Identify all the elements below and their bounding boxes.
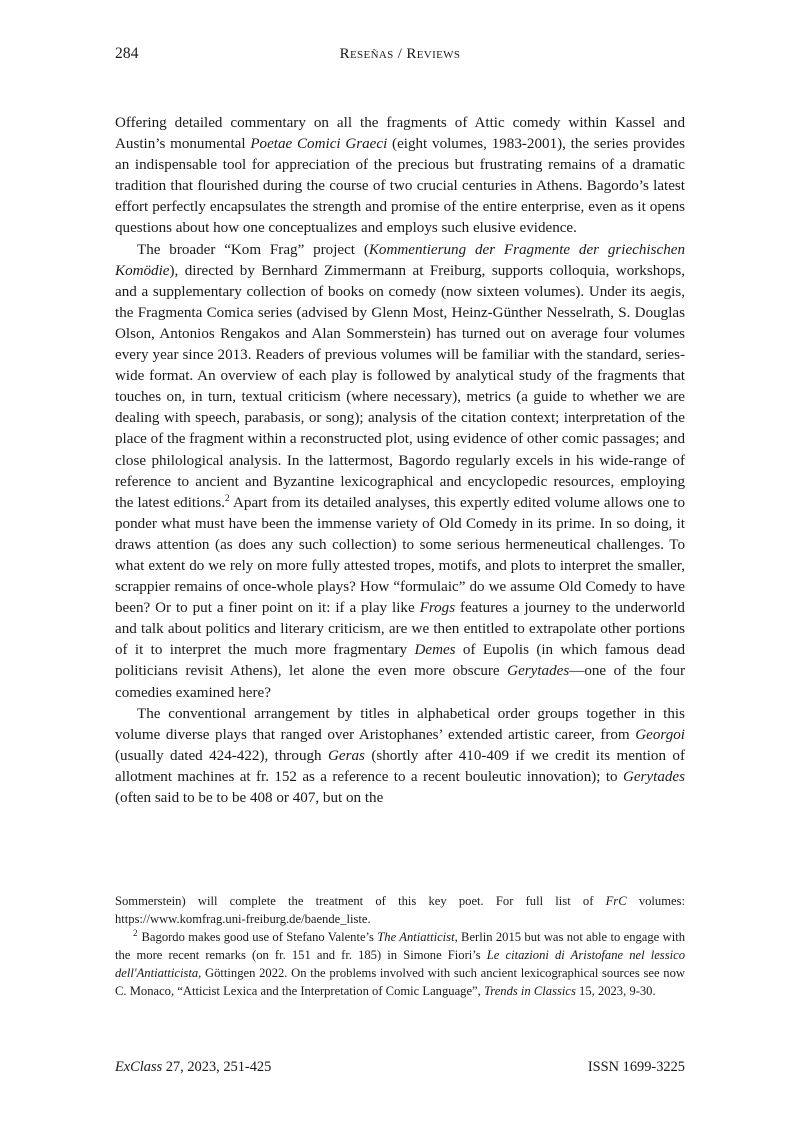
italic-run: Gerytades — [507, 663, 570, 680]
page-footer — [115, 1057, 685, 1079]
journal-issue-pages: 27, 2023, 251-425 — [162, 1059, 272, 1075]
para-3 — [115, 704, 685, 809]
page-number: 284 — [115, 45, 139, 62]
text-run: Offering detailed commentary on all the fragments of Attic comedy within Kassel and Austin’s monumental — [115, 115, 685, 153]
para-1 — [115, 113, 685, 240]
italic-run: Geras — [328, 747, 365, 764]
italic-run: FrC — [605, 894, 627, 908]
italic-run: Trends in Classics — [483, 983, 576, 998]
running-header — [115, 44, 685, 66]
text-run: 15, 2023, 9-30. — [575, 983, 656, 998]
text-run: (often said to be to be 408 or 407, but on the — [115, 790, 384, 806]
text-run: —one of the four comedies examined here? — [115, 663, 685, 701]
footnote-block — [115, 893, 685, 1000]
text-run: Sommerstein) will complete the treatment of this key poet. For full list of — [115, 894, 606, 908]
text-run: The conventional arrangement by titles in alphabetical order groups together in this volume diverse plays that ranged over Aristophanes’ extended artistic career, from — [115, 705, 685, 743]
text-run: (eight volumes, 1983-2001), the series provides an indispensable tool for appreciation of the precious but frustrating remains of a dramatic tradition that flourished during the course of two crucial centuries in Athens. Bagordo’s latest effort perfectly encapsulates the strength and promise of the entire enterprise, even as it opens questions about how one conceptualizes and employs such elusive evidence. — [115, 136, 685, 237]
text-run: , Göttingen 2022. On the problems involved with such ancient lexicographical sources see now C. Monaco, “Atticist Lexica and the Interpretation of Comic Language”, — [115, 965, 685, 998]
journal-citation — [115, 1057, 271, 1077]
running-header-title: Reseñas / Reviews — [339, 46, 461, 62]
text-run: features a journey to the underworld and talk about politics and literary criticism, are we then entitled to extrapolate other portions of it to interpret the much more fragmentary — [115, 600, 685, 659]
text-run: (shortly after 410-409 if we credit its mention of allotment machines at fr. 152 as a reference to a recent bouleutic innovation); to — [115, 747, 685, 785]
text-run: (usually dated 424-422), through — [115, 747, 329, 764]
text-run: ), directed by Bernhard Zimmermann at Freiburg, supports colloquia, workshops, and a supplementary collection of books on comedy (now sixteen volumes). Under its aegis, the Fragmenta Comica series (advised by Glenn Most, Heinz-Günther Nesselrath, S. Douglas Olson, Antonios Rengakos and Alan Sommerstein) has turned out on average four volumes every year since 2013. Readers of previous volumes will be familiar with the standard, series-wide format. An overview of each play is followed by analytical study of the fragments that touches on, in turn, textual criticism (where necessary), metrics (a guide to whether we are dealing with speech, parabasis, or song); analysis of the citation context; interpretation of the place of the fragment within a reconstructed plot, using evidence of other comic passages; and close philological analysis. In the lattermost, Bagordo regularly excels in his wide-range of reference to ancient and Byzantine lexicographical and encyclopedic resources, employing the latest editions. — [115, 262, 685, 511]
footnote-number: 2 — [133, 927, 138, 938]
italic-run: Demes — [414, 642, 456, 659]
italic-run: Kommentierung der Fragmente der griechischen Komödie — [115, 241, 685, 279]
italic-run: The Antiatticist, — [377, 929, 458, 944]
body-text-column — [115, 113, 685, 809]
text-run: Bagordo makes good use of Stefano Valente’s — [141, 929, 378, 944]
text-run: Berlin 2015 but was not able to engage with the more recent remarks (on fr. 151 and fr. 185) in Simone Fiori’s — [115, 929, 685, 962]
text-run: The broader “Kom Frag” project ( — [137, 241, 369, 258]
italic-run: Georgoi — [635, 726, 685, 743]
footnote-reference-marker[interactable]: 2 — [225, 493, 230, 504]
journal-title: ExClass — [115, 1059, 163, 1075]
text-run: Apart from its detailed analyses, this expertly edited volume allows one to ponder what must have been the immense variety of Old Comedy in its prime. In so doing, it draws attention (as does any such collection) to some serious hermeneutical challenges. To what extent do we rely on more fully attested tropes, motifs, and plots to interpret the smaller, scrappier remains of once-whole plays? How “formulaic” do we assume Old Comedy to have been? Or to put a finer point on it: if a play like — [115, 494, 685, 617]
italic-run: Frogs — [419, 600, 456, 617]
italic-run: Poetae Comici Graeci — [250, 136, 388, 153]
italic-run: Le citazioni di Aristofane nel lessico dell'Antiatticista — [115, 947, 685, 980]
para-2 — [115, 240, 685, 704]
text-run: volumes: https://www.komfrag.uni-freiburg.de/baende_liste. — [115, 894, 685, 926]
issn-label: ISSN 1699-3225 — [587, 1059, 685, 1075]
footnote-2 — [115, 929, 685, 1001]
text-run: of Eupolis (in which famous dead politicians revisit Athens), let alone the even more obscure — [115, 642, 685, 680]
italic-run: Gerytades — [622, 768, 685, 785]
footnote-1-continuation — [115, 893, 685, 929]
